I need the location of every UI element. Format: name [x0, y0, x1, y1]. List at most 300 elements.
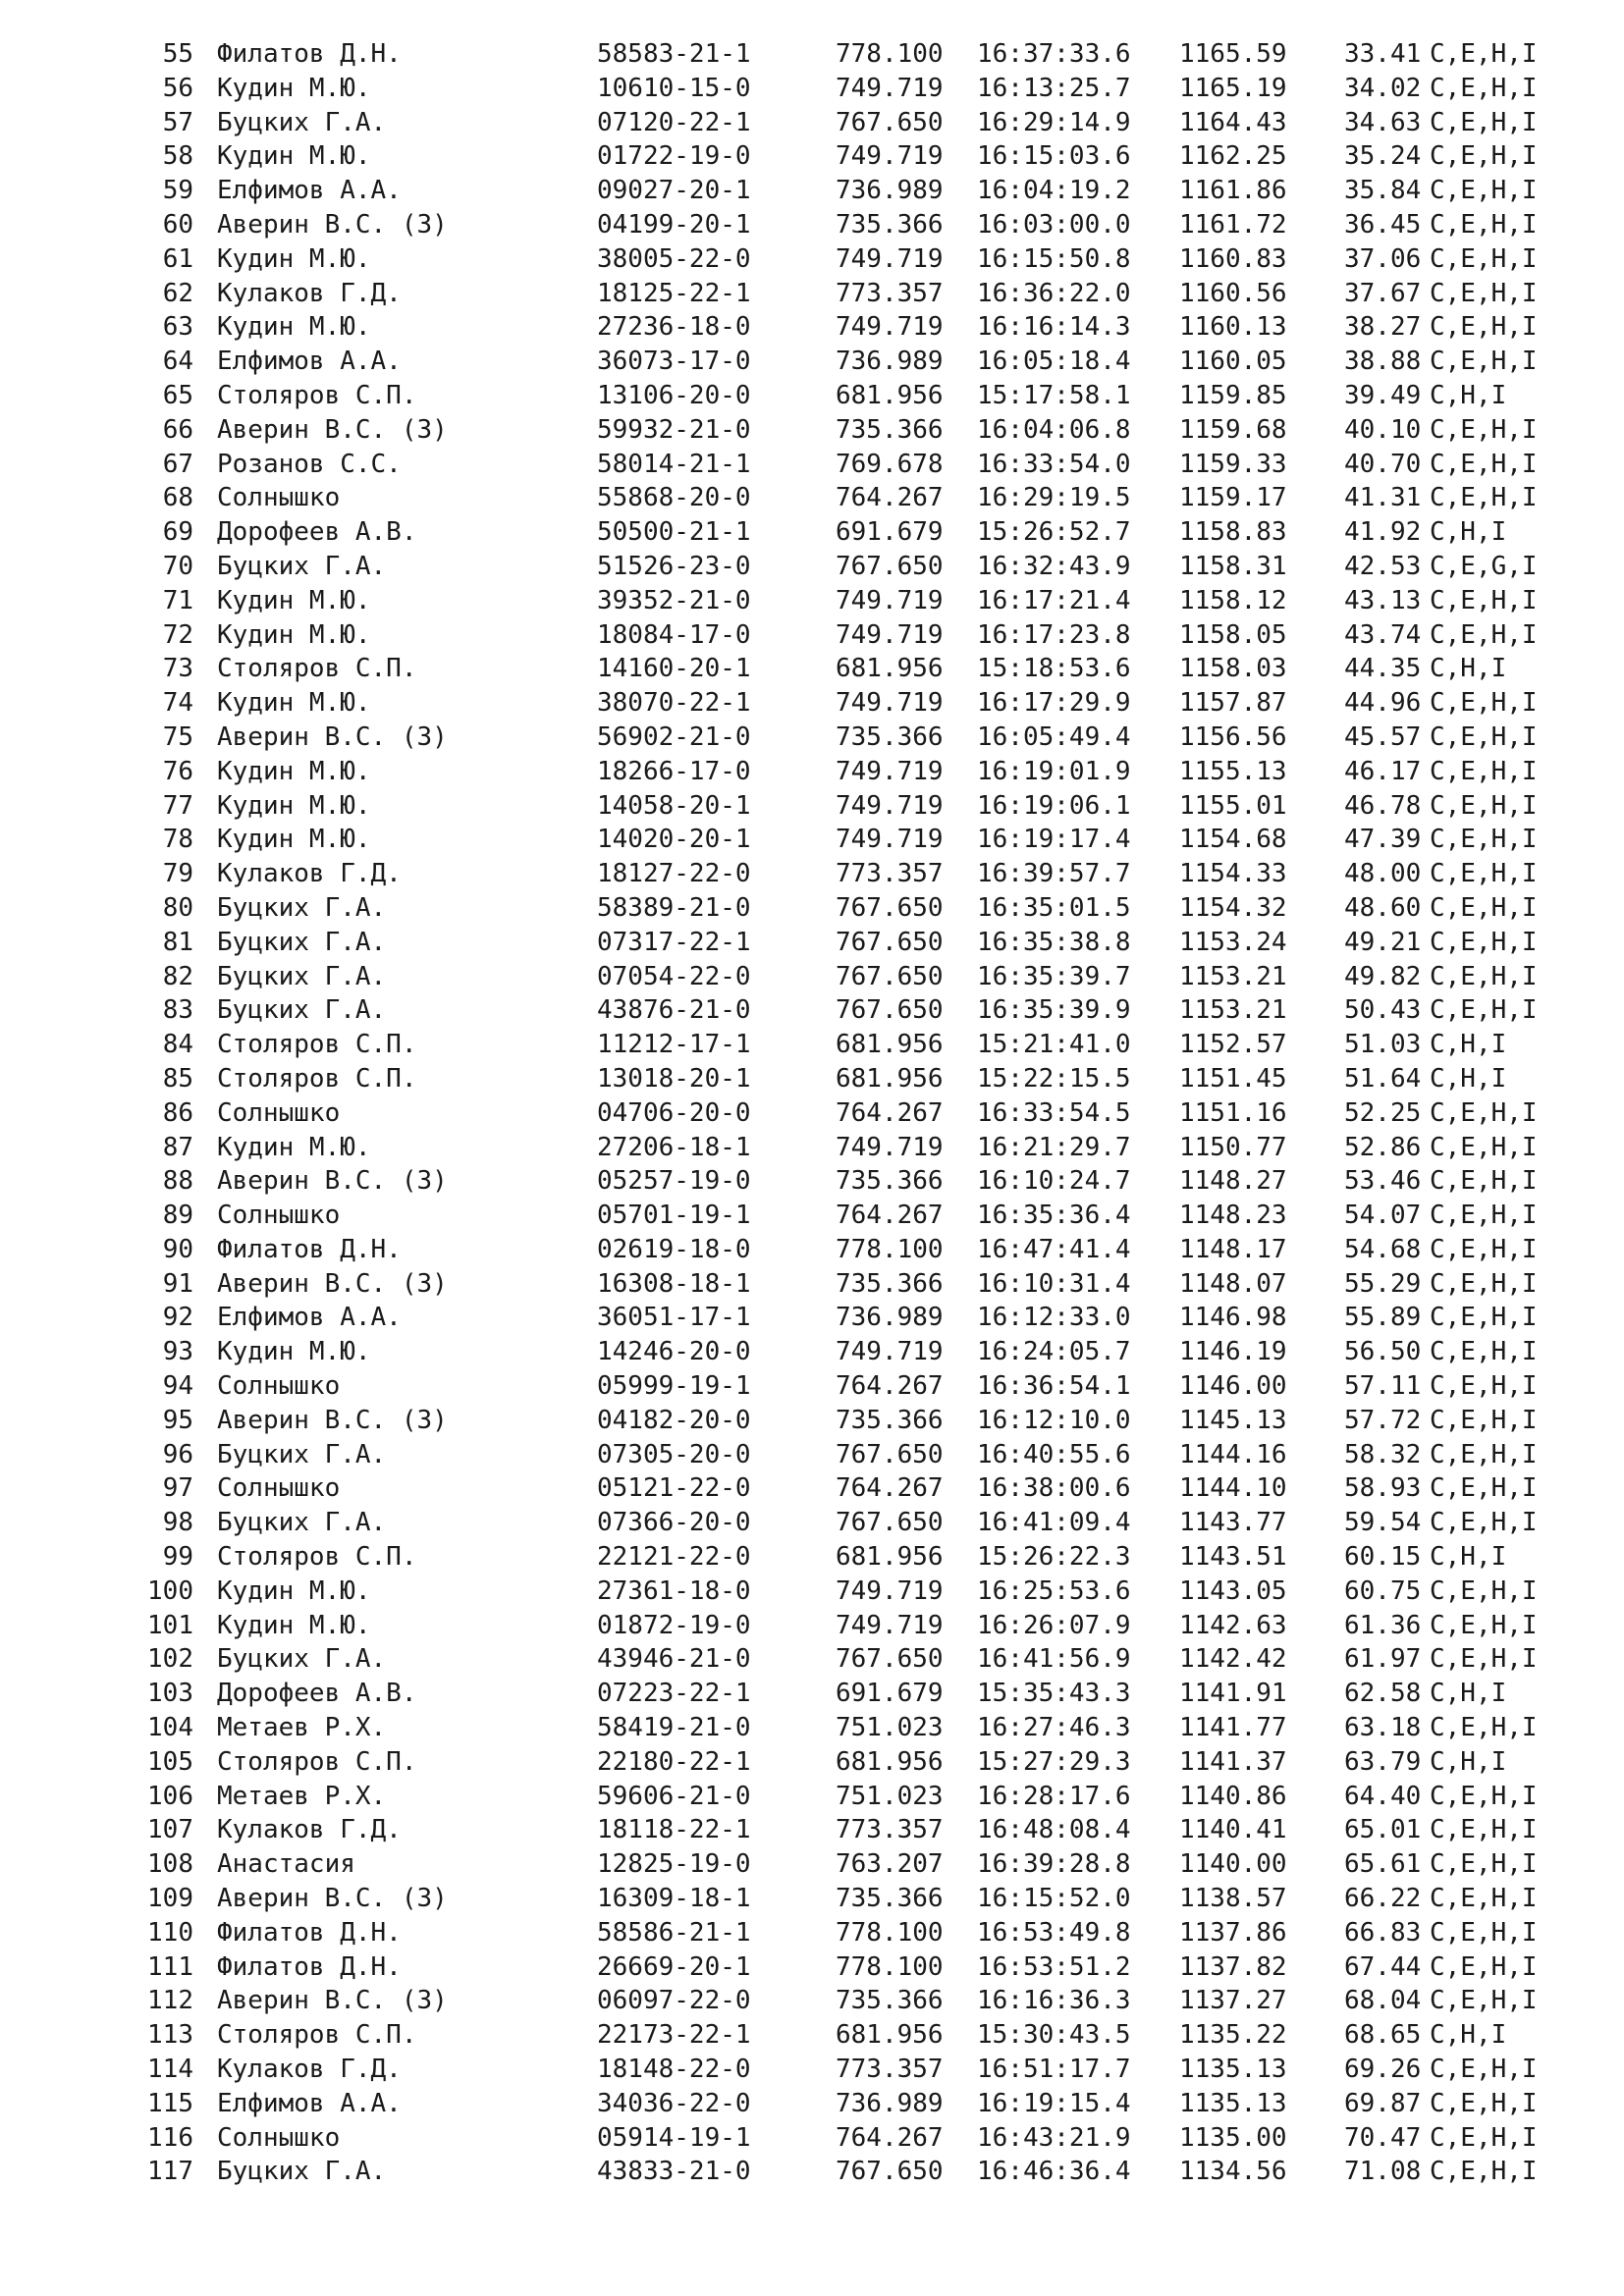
distance-value: 778.100: [836, 1917, 944, 1948]
arrival-time: 16:53:51.2: [977, 1951, 1131, 1982]
points-value: 35.84: [1344, 176, 1422, 206]
flags-value: C,E,H,I: [1430, 1884, 1538, 1914]
speed-value: 1142.42: [1179, 1644, 1287, 1675]
table-row: [0, 926, 1624, 960]
place-number: 107: [147, 1815, 193, 1845]
fancier-name: Буцких Г.А.: [217, 551, 387, 581]
distance-value: 749.719: [836, 1575, 944, 1606]
distance-value: 751.023: [836, 1781, 944, 1811]
table-row: [0, 993, 1624, 1028]
fancier-name: Столяров С.П.: [217, 1746, 417, 1777]
fancier-name: Филатов Д.Н.: [217, 1951, 402, 1982]
speed-value: 1148.23: [1179, 1201, 1287, 1231]
points-value: 45.57: [1344, 721, 1422, 752]
flags-value: C,E,H,I: [1430, 995, 1538, 1026]
points-value: 55.89: [1344, 1303, 1422, 1333]
points-value: 68.04: [1344, 1986, 1422, 2016]
table-row: [0, 1438, 1624, 1472]
table-row: [0, 1984, 1624, 2018]
flags-value: C,E,H,I: [1430, 1234, 1538, 1264]
points-value: 61.97: [1344, 1644, 1422, 1675]
speed-value: 1137.86: [1179, 1917, 1287, 1948]
distance-value: 749.719: [836, 825, 944, 855]
distance-value: 767.650: [836, 892, 944, 923]
arrival-time: 16:35:01.5: [977, 892, 1131, 923]
fancier-name: Филатов Д.Н.: [217, 39, 402, 69]
place-number: 61: [162, 243, 193, 274]
place-number: 59: [162, 176, 193, 206]
points-value: 60.75: [1344, 1575, 1422, 1606]
arrival-time: 16:41:56.9: [977, 1644, 1131, 1675]
arrival-time: 16:46:36.4: [977, 2157, 1131, 2187]
speed-value: 1154.33: [1179, 859, 1287, 889]
distance-value: 767.650: [836, 1439, 944, 1469]
ring-number: 43833-21-0: [597, 2157, 751, 2187]
flags-value: C,E,H,I: [1430, 347, 1538, 377]
speed-value: 1153.24: [1179, 927, 1287, 957]
fancier-name: Солнышко: [217, 1473, 341, 1504]
table-row: [0, 1609, 1624, 1643]
flags-value: C,E,H,I: [1430, 790, 1538, 821]
place-number: 71: [162, 585, 193, 615]
place-number: 80: [162, 892, 193, 923]
points-value: 35.24: [1344, 141, 1422, 172]
flags-value: C,E,H,I: [1430, 2157, 1538, 2187]
flags-value: C,E,H,I: [1430, 1268, 1538, 1299]
place-number: 78: [162, 825, 193, 855]
distance-value: 735.366: [836, 1166, 944, 1197]
table-row: [0, 618, 1624, 653]
flags-value: C,H,I: [1430, 1063, 1507, 1094]
ring-number: 11212-17-1: [597, 1030, 751, 1060]
arrival-time: 15:27:29.3: [977, 1746, 1131, 1777]
speed-value: 1159.68: [1179, 414, 1287, 445]
ring-number: 58583-21-1: [597, 39, 751, 69]
ring-number: 58419-21-0: [597, 1713, 751, 1743]
fancier-name: Кудин М.Ю.: [217, 1337, 371, 1367]
fancier-name: Солнышко: [217, 1371, 341, 1402]
table-row: [0, 277, 1624, 311]
arrival-time: 16:41:09.4: [977, 1508, 1131, 1538]
fancier-name: Кудин М.Ю.: [217, 312, 371, 343]
place-number: 94: [162, 1371, 193, 1402]
points-value: 57.11: [1344, 1371, 1422, 1402]
place-number: 77: [162, 790, 193, 821]
arrival-time: 16:15:50.8: [977, 243, 1131, 274]
speed-value: 1140.41: [1179, 1815, 1287, 1845]
points-value: 43.74: [1344, 619, 1422, 650]
speed-value: 1135.13: [1179, 2088, 1287, 2118]
speed-value: 1146.00: [1179, 1371, 1287, 1402]
place-number: 90: [162, 1234, 193, 1264]
place-number: 117: [147, 2157, 193, 2187]
ring-number: 13106-20-0: [597, 380, 751, 410]
place-number: 83: [162, 995, 193, 1026]
ring-number: 01722-19-0: [597, 141, 751, 172]
table-row: [0, 106, 1624, 140]
place-number: 96: [162, 1439, 193, 1469]
table-row: [0, 413, 1624, 448]
points-value: 62.58: [1344, 1679, 1422, 1709]
distance-value: 749.719: [836, 756, 944, 786]
fancier-name: Аверин В.С. (З): [217, 721, 448, 752]
place-number: 116: [147, 2122, 193, 2153]
points-value: 66.83: [1344, 1917, 1422, 1948]
distance-value: 749.719: [836, 243, 944, 274]
distance-value: 735.366: [836, 1986, 944, 2016]
fancier-name: Буцких Г.А.: [217, 927, 387, 957]
fancier-name: Кудин М.Ю.: [217, 790, 371, 821]
ring-number: 38070-22-1: [597, 688, 751, 719]
place-number: 86: [162, 1097, 193, 1128]
place-number: 100: [147, 1575, 193, 1606]
fancier-name: Столяров С.П.: [217, 1030, 417, 1060]
speed-value: 1148.17: [1179, 1234, 1287, 1264]
fancier-name: Кулаков Г.Д.: [217, 2055, 402, 2085]
distance-value: 749.719: [836, 688, 944, 719]
table-row: [0, 515, 1624, 550]
place-number: 84: [162, 1030, 193, 1060]
table-row: [0, 481, 1624, 515]
speed-value: 1137.27: [1179, 1986, 1287, 2016]
ring-number: 27206-18-1: [597, 1132, 751, 1162]
table-row: [0, 345, 1624, 379]
points-value: 57.72: [1344, 1405, 1422, 1435]
arrival-time: 16:51:17.7: [977, 2055, 1131, 2085]
table-row: [0, 1916, 1624, 1950]
fancier-name: Кудин М.Ю.: [217, 141, 371, 172]
table-row: [0, 1950, 1624, 1985]
points-value: 44.35: [1344, 654, 1422, 684]
points-value: 55.29: [1344, 1268, 1422, 1299]
distance-value: 736.989: [836, 2088, 944, 2118]
arrival-time: 15:21:41.0: [977, 1030, 1131, 1060]
ring-number: 34036-22-0: [597, 2088, 751, 2118]
points-value: 44.96: [1344, 688, 1422, 719]
arrival-time: 16:37:33.6: [977, 39, 1131, 69]
speed-value: 1153.21: [1179, 961, 1287, 991]
fancier-name: Аверин В.С. (З): [217, 1884, 448, 1914]
points-value: 36.45: [1344, 209, 1422, 240]
points-value: 63.79: [1344, 1746, 1422, 1777]
fancier-name: Аверин В.С. (З): [217, 1405, 448, 1435]
flags-value: C,E,H,I: [1430, 1303, 1538, 1333]
points-value: 46.17: [1344, 756, 1422, 786]
arrival-time: 16:19:06.1: [977, 790, 1131, 821]
arrival-time: 15:17:58.1: [977, 380, 1131, 410]
distance-value: 681.956: [836, 1746, 944, 1777]
points-value: 68.65: [1344, 2020, 1422, 2051]
ring-number: 59606-21-0: [597, 1781, 751, 1811]
place-number: 74: [162, 688, 193, 719]
flags-value: C,E,H,I: [1430, 1815, 1538, 1845]
distance-value: 767.650: [836, 1644, 944, 1675]
fancier-name: Солнышко: [217, 483, 341, 513]
speed-value: 1141.37: [1179, 1746, 1287, 1777]
table-row: [0, 1404, 1624, 1438]
flags-value: C,E,H,I: [1430, 721, 1538, 752]
arrival-time: 15:22:15.5: [977, 1063, 1131, 1094]
fancier-name: Кудин М.Ю.: [217, 1575, 371, 1606]
fancier-name: Кудин М.Ю.: [217, 1610, 371, 1640]
place-number: 102: [147, 1644, 193, 1675]
flags-value: C,E,H,I: [1430, 312, 1538, 343]
flags-value: C,E,H,I: [1430, 1132, 1538, 1162]
speed-value: 1140.86: [1179, 1781, 1287, 1811]
points-value: 58.93: [1344, 1473, 1422, 1504]
fancier-name: Кудин М.Ю.: [217, 756, 371, 786]
ring-number: 43946-21-0: [597, 1644, 751, 1675]
flags-value: C,E,H,I: [1430, 585, 1538, 615]
points-value: 43.13: [1344, 585, 1422, 615]
table-row: [0, 1369, 1624, 1404]
distance-value: 764.267: [836, 1201, 944, 1231]
place-number: 97: [162, 1473, 193, 1504]
speed-value: 1142.63: [1179, 1610, 1287, 1640]
ring-number: 50500-21-1: [597, 517, 751, 548]
distance-value: 749.719: [836, 790, 944, 821]
points-value: 47.39: [1344, 825, 1422, 855]
distance-value: 749.719: [836, 312, 944, 343]
place-number: 93: [162, 1337, 193, 1367]
arrival-time: 16:35:36.4: [977, 1201, 1131, 1231]
ring-number: 10610-15-0: [597, 73, 751, 103]
flags-value: C,E,H,I: [1430, 1201, 1538, 1231]
ring-number: 58389-21-0: [597, 892, 751, 923]
place-number: 57: [162, 107, 193, 137]
speed-value: 1161.86: [1179, 176, 1287, 206]
table-row: [0, 1882, 1624, 1916]
arrival-time: 15:26:52.7: [977, 517, 1131, 548]
speed-value: 1154.68: [1179, 825, 1287, 855]
ring-number: 14058-20-1: [597, 790, 751, 821]
distance-value: 681.956: [836, 1030, 944, 1060]
fancier-name: Столяров С.П.: [217, 380, 417, 410]
distance-value: 749.719: [836, 1610, 944, 1640]
fancier-name: Солнышко: [217, 1201, 341, 1231]
fancier-name: Елфимов А.А.: [217, 1303, 402, 1333]
distance-value: 769.678: [836, 449, 944, 479]
arrival-time: 16:39:57.7: [977, 859, 1131, 889]
arrival-time: 16:04:19.2: [977, 176, 1131, 206]
points-value: 69.26: [1344, 2055, 1422, 2085]
flags-value: C,E,H,I: [1430, 209, 1538, 240]
flags-value: C,E,H,I: [1430, 449, 1538, 479]
table-row: [0, 2087, 1624, 2121]
ring-number: 55868-20-0: [597, 483, 751, 513]
speed-value: 1148.07: [1179, 1268, 1287, 1299]
place-number: 98: [162, 1508, 193, 1538]
ring-number: 22180-22-1: [597, 1746, 751, 1777]
arrival-time: 16:29:19.5: [977, 483, 1131, 513]
distance-value: 778.100: [836, 1951, 944, 1982]
table-row: [0, 1677, 1624, 1711]
distance-value: 749.719: [836, 1337, 944, 1367]
fancier-name: Елфимов А.А.: [217, 347, 402, 377]
flags-value: C,E,H,I: [1430, 892, 1538, 923]
points-value: 54.07: [1344, 1201, 1422, 1231]
fancier-name: Кудин М.Ю.: [217, 1132, 371, 1162]
ring-number: 07120-22-1: [597, 107, 751, 137]
speed-value: 1144.10: [1179, 1473, 1287, 1504]
fancier-name: Столяров С.П.: [217, 1542, 417, 1573]
speed-value: 1158.03: [1179, 654, 1287, 684]
ring-number: 26669-20-1: [597, 1951, 751, 1982]
ring-number: 16309-18-1: [597, 1884, 751, 1914]
flags-value: C,E,H,I: [1430, 859, 1538, 889]
points-value: 65.61: [1344, 1849, 1422, 1880]
distance-value: 749.719: [836, 73, 944, 103]
arrival-time: 16:38:00.6: [977, 1473, 1131, 1504]
table-row: [0, 584, 1624, 618]
speed-value: 1165.19: [1179, 73, 1287, 103]
table-row: [0, 1164, 1624, 1199]
table-row: [0, 721, 1624, 755]
flags-value: C,E,H,I: [1430, 73, 1538, 103]
table-row: [0, 1540, 1624, 1575]
fancier-name: Аверин В.С. (З): [217, 1268, 448, 1299]
table-row: [0, 1028, 1624, 1062]
points-value: 52.86: [1344, 1132, 1422, 1162]
arrival-time: 16:03:00.0: [977, 209, 1131, 240]
fancier-name: Метаев Р.Х.: [217, 1713, 387, 1743]
arrival-time: 16:15:52.0: [977, 1884, 1131, 1914]
ring-number: 07223-22-1: [597, 1679, 751, 1709]
place-number: 111: [147, 1951, 193, 1982]
speed-value: 1135.00: [1179, 2122, 1287, 2153]
distance-value: 763.207: [836, 1849, 944, 1880]
points-value: 37.06: [1344, 243, 1422, 274]
speed-value: 1141.77: [1179, 1713, 1287, 1743]
table-row: [0, 891, 1624, 926]
table-row: [0, 1301, 1624, 1335]
ring-number: 04182-20-0: [597, 1405, 751, 1435]
ring-number: 16308-18-1: [597, 1268, 751, 1299]
flags-value: C,E,H,I: [1430, 1097, 1538, 1128]
speed-value: 1135.22: [1179, 2020, 1287, 2051]
table-row: [0, 1711, 1624, 1745]
points-value: 63.18: [1344, 1713, 1422, 1743]
table-row: [0, 1062, 1624, 1096]
arrival-time: 16:27:46.3: [977, 1713, 1131, 1743]
distance-value: 764.267: [836, 483, 944, 513]
ring-number: 36073-17-0: [597, 347, 751, 377]
distance-value: 767.650: [836, 551, 944, 581]
speed-value: 1161.72: [1179, 209, 1287, 240]
place-number: 89: [162, 1201, 193, 1231]
flags-value: C,E,H,I: [1430, 1371, 1538, 1402]
distance-value: 735.366: [836, 1268, 944, 1299]
ring-number: 07305-20-0: [597, 1439, 751, 1469]
arrival-time: 16:35:39.7: [977, 961, 1131, 991]
flags-value: C,E,H,I: [1430, 243, 1538, 274]
fancier-name: Столяров С.П.: [217, 654, 417, 684]
place-number: 66: [162, 414, 193, 445]
points-value: 71.08: [1344, 2157, 1422, 2187]
fancier-name: Буцких Г.А.: [217, 892, 387, 923]
arrival-time: 16:25:53.6: [977, 1575, 1131, 1606]
distance-value: 767.650: [836, 961, 944, 991]
flags-value: C,E,H,I: [1430, 1644, 1538, 1675]
table-row: [0, 652, 1624, 686]
place-number: 55: [162, 39, 193, 69]
distance-value: 764.267: [836, 1097, 944, 1128]
points-value: 54.68: [1344, 1234, 1422, 1264]
arrival-time: 16:16:36.3: [977, 1986, 1131, 2016]
arrival-time: 16:28:17.6: [977, 1781, 1131, 1811]
flags-value: C,E,H,I: [1430, 619, 1538, 650]
place-number: 81: [162, 927, 193, 957]
ring-number: 36051-17-1: [597, 1303, 751, 1333]
flags-value: C,E,H,I: [1430, 1439, 1538, 1469]
flags-value: C,E,H,I: [1430, 1781, 1538, 1811]
arrival-time: 16:43:21.9: [977, 2122, 1131, 2153]
speed-value: 1162.25: [1179, 141, 1287, 172]
place-number: 104: [147, 1713, 193, 1743]
points-value: 39.49: [1344, 380, 1422, 410]
table-row: [0, 72, 1624, 106]
points-value: 69.87: [1344, 2088, 1422, 2118]
ring-number: 18125-22-1: [597, 278, 751, 308]
fancier-name: Дорофеев А.В.: [217, 1679, 417, 1709]
points-value: 42.53: [1344, 551, 1422, 581]
points-value: 49.21: [1344, 927, 1422, 957]
points-value: 49.82: [1344, 961, 1422, 991]
place-number: 87: [162, 1132, 193, 1162]
arrival-time: 16:05:18.4: [977, 347, 1131, 377]
speed-value: 1159.17: [1179, 483, 1287, 513]
distance-value: 764.267: [836, 1371, 944, 1402]
distance-value: 749.719: [836, 619, 944, 650]
flags-value: C,E,H,I: [1430, 176, 1538, 206]
flags-value: C,E,H,I: [1430, 961, 1538, 991]
place-number: 112: [147, 1986, 193, 2016]
table-row: [0, 2121, 1624, 2156]
flags-value: C,E,H,I: [1430, 1986, 1538, 2016]
fancier-name: Буцких Г.А.: [217, 1644, 387, 1675]
speed-value: 1146.19: [1179, 1337, 1287, 1367]
speed-value: 1151.16: [1179, 1097, 1287, 1128]
ring-number: 39352-21-0: [597, 585, 751, 615]
ring-number: 05121-22-0: [597, 1473, 751, 1504]
distance-value: 681.956: [836, 654, 944, 684]
table-row: [0, 823, 1624, 857]
arrival-time: 16:05:49.4: [977, 721, 1131, 752]
speed-value: 1145.13: [1179, 1405, 1287, 1435]
ring-number: 22173-22-1: [597, 2020, 751, 2051]
flags-value: C,E,H,I: [1430, 756, 1538, 786]
fancier-name: Кудин М.Ю.: [217, 243, 371, 274]
fancier-name: Елфимов А.А.: [217, 2088, 402, 2118]
place-number: 88: [162, 1166, 193, 1197]
place-number: 92: [162, 1303, 193, 1333]
flags-value: C,E,H,I: [1430, 414, 1538, 445]
points-value: 40.10: [1344, 414, 1422, 445]
speed-value: 1160.56: [1179, 278, 1287, 308]
arrival-time: 16:33:54.0: [977, 449, 1131, 479]
distance-value: 735.366: [836, 209, 944, 240]
speed-value: 1153.21: [1179, 995, 1287, 1026]
ring-number: 12825-19-0: [597, 1849, 751, 1880]
place-number: 69: [162, 517, 193, 548]
table-row: [0, 2053, 1624, 2087]
distance-value: 778.100: [836, 39, 944, 69]
place-number: 115: [147, 2088, 193, 2118]
distance-value: 681.956: [836, 1063, 944, 1094]
arrival-time: 16:48:08.4: [977, 1815, 1131, 1845]
flags-value: C,E,H,I: [1430, 141, 1538, 172]
points-value: 41.92: [1344, 517, 1422, 548]
